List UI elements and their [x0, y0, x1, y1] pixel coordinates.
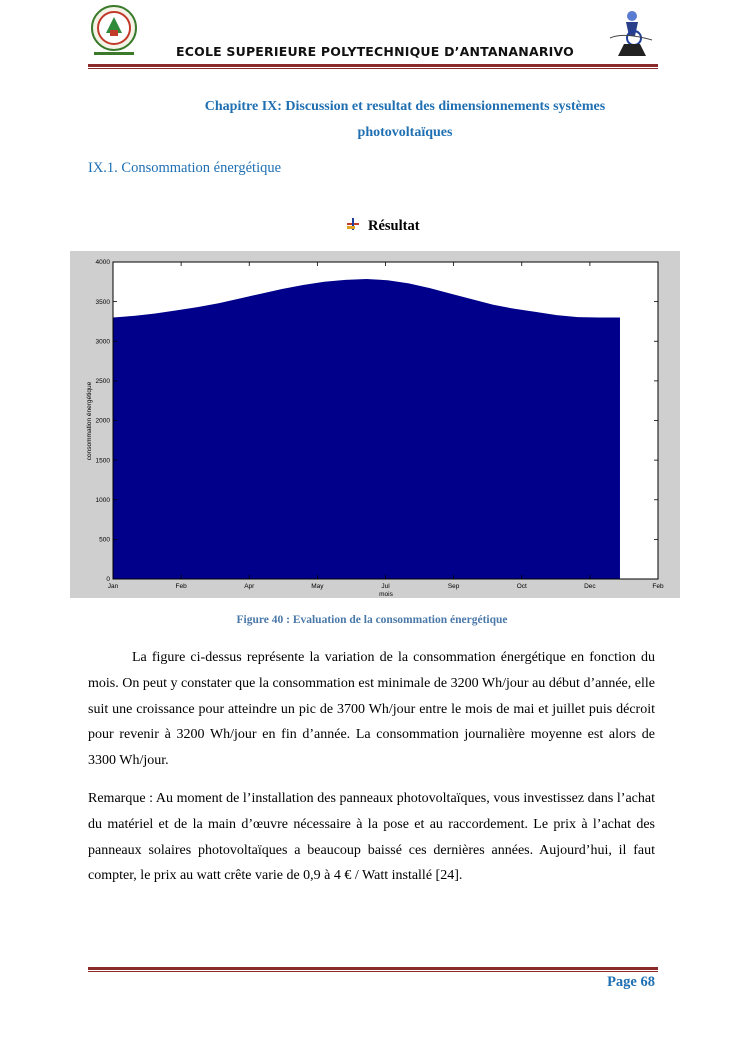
y-tick-label: 0: [106, 576, 110, 584]
header-rule-thin: [88, 68, 658, 69]
y-tick-label: 500: [99, 536, 110, 544]
x-tick-label: Jul: [381, 583, 390, 590]
x-tick-label: Feb: [175, 583, 187, 590]
paragraph-description: La figure ci-dessus représente la variation de la consommation énergétique en fonction du mois. On peut y constater que la consommation est minimale de 3200 Wh/jour au début d’année, elle suit une croissance pour atteindre un pic de 3700 Wh/jour entre le mois de mai et juillet puis décroit pour revenir à 3200 Wh/jour en fin d’année. La consommation journalière moyenne est alors de 3300 Wh/jour.: [88, 650, 655, 769]
y-tick-label: 3500: [95, 298, 110, 306]
x-tick-label: Sep: [447, 583, 460, 590]
figure-frame: [70, 251, 680, 598]
x-tick-label: Jan: [107, 583, 119, 590]
y-tick-label: 1500: [95, 457, 110, 465]
chapter-title-line2: photovoltaïques: [357, 125, 453, 140]
consumption-chart: [70, 251, 680, 598]
industrial-engineering-logo: [604, 8, 658, 62]
result-heading-label: Résultat: [368, 218, 420, 234]
y-tick-label: 3000: [95, 338, 110, 346]
y-tick-label: 4000: [95, 259, 110, 267]
x-tick-label: Apr: [244, 583, 255, 590]
section-title: IX.1. Consommation énergétique: [88, 160, 282, 176]
footer-rule: [88, 967, 658, 970]
x-tick-label: Dec: [584, 583, 596, 590]
cross-bullet-icon: [346, 217, 360, 231]
x-tick-label: May: [311, 583, 324, 590]
figure-caption: Figure 40 : Evaluation de la consommation énergétique: [236, 614, 508, 626]
university-seal-logo: [88, 3, 140, 59]
page-number: Page 68: [607, 974, 655, 990]
x-tick-label: Oct: [516, 583, 527, 590]
consumption-area: [113, 279, 620, 579]
chapter-title: [150, 94, 660, 146]
header-rule: [88, 64, 658, 67]
paragraph-remark: Remarque : Au moment de l’installation des panneaux photovoltaïques, vous investissez dans l’achat du matériel et de la main d’œuvre nécessaire à la pose et au raccordement. Le prix à l’achat des panneaux solaires photovoltaïques a beaucoup baissé ces dernières années. Aujourd’hui, il faut compter, le prix au watt crête varie de 0,9 à 4 € / Watt installé [24].: [88, 791, 655, 884]
footer-rule-thin: [88, 971, 658, 972]
x-tick-label: Feb: [652, 583, 664, 590]
y-tick-label: 2000: [95, 417, 110, 425]
y-tick-label: 2500: [95, 378, 110, 386]
result-heading: [346, 217, 420, 235]
school-name: ECOLE SUPERIEURE POLYTECHNIQUE D’ANTANANARIVO: [176, 44, 574, 59]
y-axis-label: consommation énergétique: [86, 381, 93, 461]
y-tick-label: 1000: [95, 496, 110, 504]
chapter-title-line1: Chapitre IX: Discussion et resultat des dimensionnements systèmes: [204, 99, 606, 114]
x-axis-label: mois: [379, 591, 393, 598]
